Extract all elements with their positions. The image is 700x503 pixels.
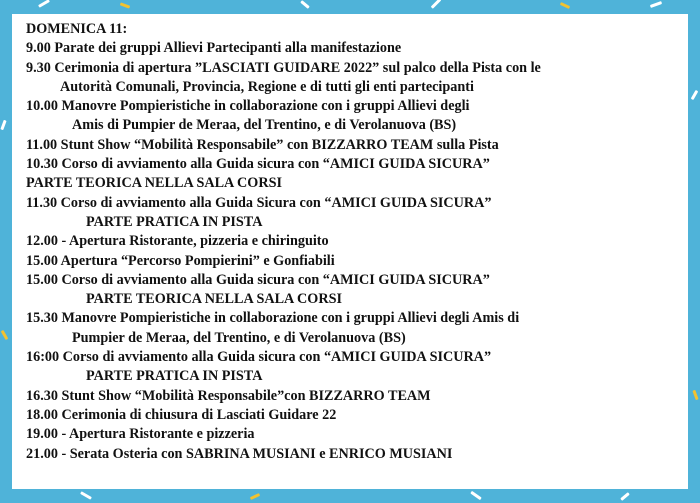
schedule-line: 10.30 Corso di avviamento alla Guida sicura con “AMICI GUIDA SICURA” [26,156,490,173]
schedule-line: PARTE PRATICA IN PISTA [86,213,263,230]
schedule-line: 16.30 Stunt Show “Mobilità Responsabile”con BIZZARRO TEAM [26,387,431,404]
confetti-decoration [0,120,6,130]
schedule-line: PARTE PRATICA IN PISTA [86,368,263,385]
confetti-decoration [80,491,92,500]
schedule-line: 15.00 Apertura “Percorso Pompierini” e Gonfiabili [26,252,335,269]
confetti-decoration [620,492,630,501]
schedule-line: 21.00 - Serata Osteria con SABRINA MUSIANI e ENRICO MUSIANI [26,445,453,462]
confetti-decoration [1,330,9,340]
schedule-line: 19.00 - Apertura Ristorante e pizzeria [26,426,255,443]
confetti-decoration [120,2,130,8]
schedule-line: Pumpier de Meraa, del Trentino, e di Verolanuova (BS) [72,329,406,346]
schedule-line: Amis di Pumpier de Meraa, del Trentino, e di Verolanuova (BS) [72,117,457,134]
schedule-line: 11.30 Corso di avviamento alla Guida Sicura con “AMICI GUIDA SICURA” [26,194,492,211]
confetti-decoration [250,493,260,500]
schedule-line: PARTE TEORICA NELLA SALA CORSI [86,291,342,308]
program-panel [12,14,688,489]
schedule-line: 9.00 Parate dei gruppi Allievi Partecipanti alla manifestazione [26,40,402,57]
schedule-line: 15.30 Manovre Pompieristiche in collaborazione con i gruppi Allievi degli Amis di [26,310,520,327]
day-title: DOMENICA 11: [26,21,128,37]
schedule-line: 16:00 Corso di avviamento alla Guida sicura con “AMICI GUIDA SICURA” [26,349,492,366]
confetti-decoration [470,491,482,500]
confetti-decoration [300,0,310,9]
schedule-line: 10.00 Manovre Pompieristiche in collaborazione con i gruppi Allievi degli [26,98,470,115]
schedule-line: 18.00 Cerimonia di chiusura di Lasciati Guidare 22 [26,406,337,423]
confetti-decoration [431,0,442,9]
schedule-line: 15.00 Corso di avviamento alla Guida sicura con “AMICI GUIDA SICURA” [26,271,490,288]
confetti-decoration [650,1,662,8]
schedule-line: 12.00 - Apertura Ristorante, pizzeria e chiringuito [26,233,329,250]
confetti-decoration [38,0,50,8]
schedule-line: 9.30 Cerimonia di apertura ”LASCIATI GUIDARE 2022” sul palco della Pista con le [26,59,541,76]
schedule-line: 11.00 Stunt Show “Mobilità Responsabile” con BIZZARRO TEAM sulla Pista [26,136,499,153]
confetti-decoration [560,2,570,9]
schedule-line: Autorità Comunali, Provincia, Regione e di tutti gli enti partecipanti [60,78,474,95]
schedule-line: PARTE TEORICA NELLA SALA CORSI [26,175,282,192]
confetti-decoration [691,90,699,100]
confetti-decoration [692,390,698,400]
